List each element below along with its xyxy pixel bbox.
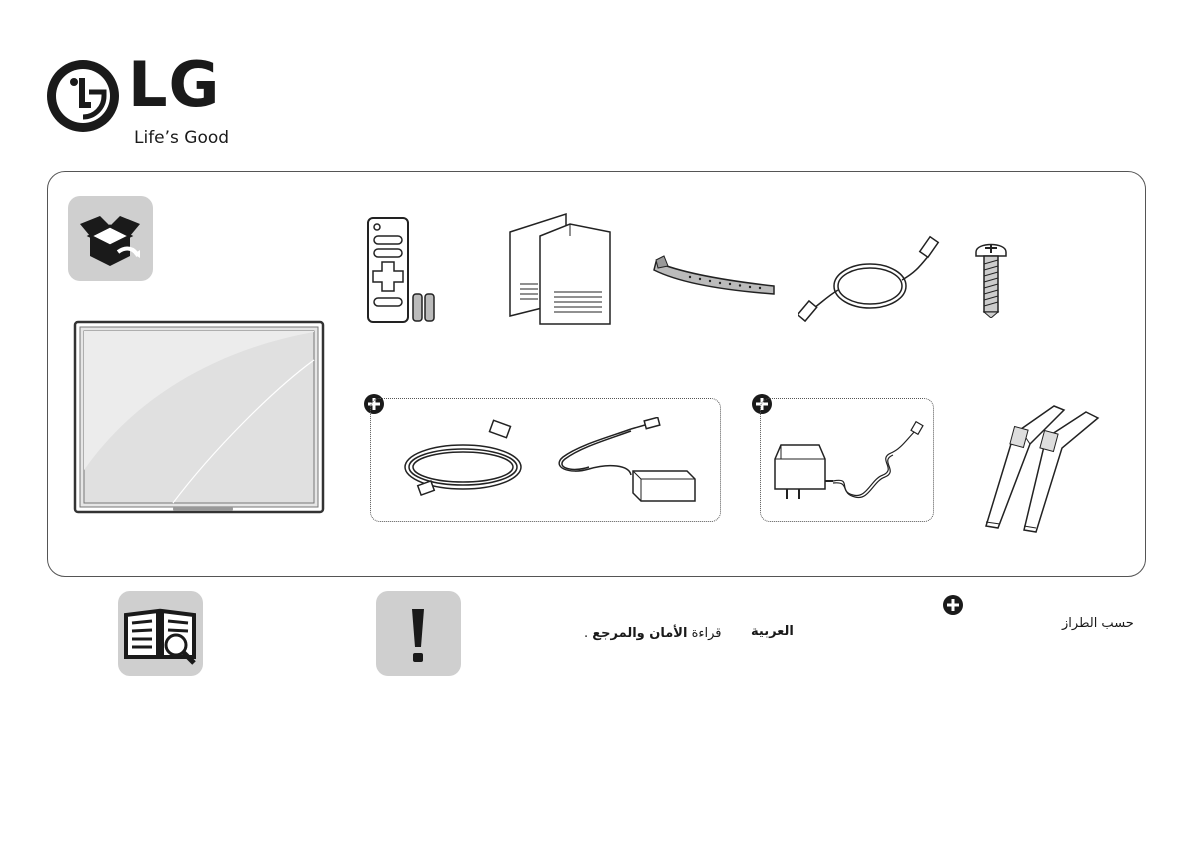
manual-magnifier-icon (118, 591, 203, 676)
brand-tagline: Life’s Good (134, 128, 230, 148)
optional-power-group (370, 398, 721, 522)
hdmi-cable-icon (798, 232, 948, 322)
manual-tile (118, 591, 203, 676)
language-label: العربية (751, 624, 794, 639)
note-period: . (584, 626, 589, 641)
manuals-icon (506, 212, 616, 328)
stand-legs-icon (976, 404, 1106, 536)
model-dependent-note: حسب الطراز (1062, 616, 1134, 631)
remote-control-icon (366, 216, 438, 324)
brand-name: LG (128, 48, 221, 121)
lg-logo-icon (46, 59, 120, 133)
note-read-bold: الأمان والمرجع (592, 626, 688, 641)
ac-adapter-icon (549, 417, 699, 507)
warning-tile (376, 591, 461, 676)
unbox-tile (68, 196, 153, 281)
optional-adapter-group (760, 398, 934, 522)
note-read-prefix: قراءة (691, 626, 722, 641)
wall-adapter-icon (767, 419, 931, 509)
exclamation-icon (376, 591, 461, 676)
box-open-icon (68, 196, 153, 281)
plus-circle-icon (943, 595, 963, 615)
power-cord-icon (399, 417, 529, 507)
tv-icon (73, 320, 325, 516)
cable-holder-icon (650, 250, 780, 300)
safety-reference-note (584, 626, 722, 641)
screw-icon (974, 238, 1008, 318)
